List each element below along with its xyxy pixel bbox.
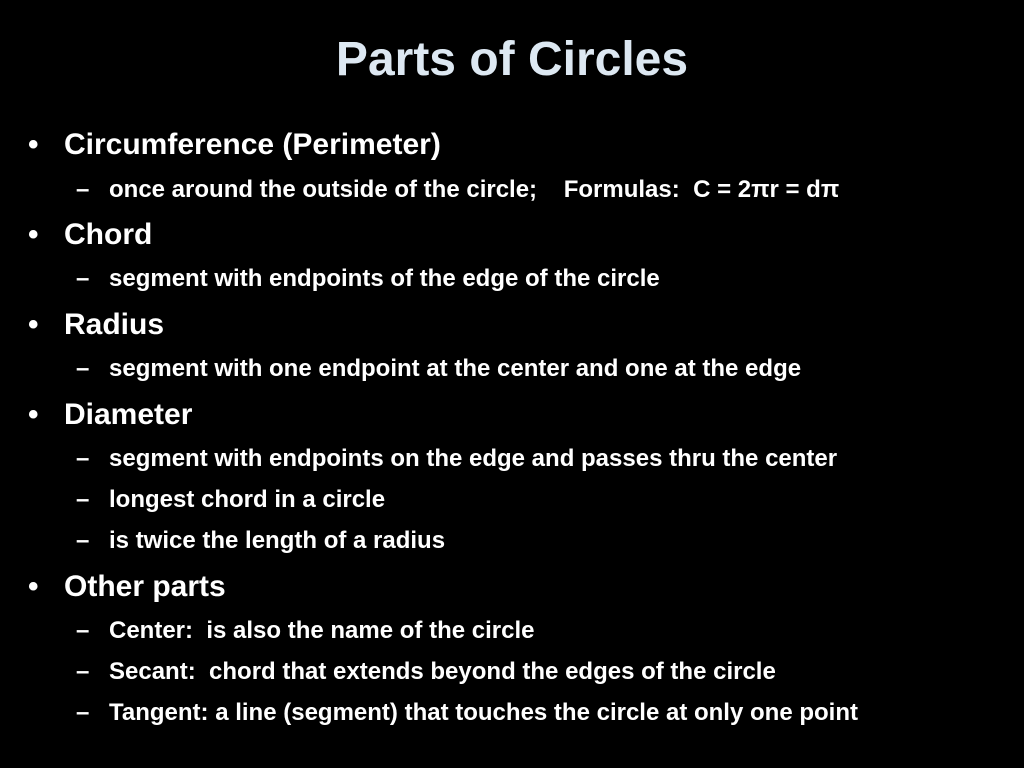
dash-marker: – (76, 486, 90, 513)
sub-bullet-text: Secant: chord that extends beyond the edges of the circle (109, 658, 776, 685)
sub-bullet-text: segment with endpoints of the edge of the circle (109, 265, 660, 292)
bullet-text: Radius (64, 308, 165, 341)
bullet-marker: • (28, 128, 39, 161)
sub-bullet-text: is twice the length of a radius (109, 527, 446, 554)
dash-marker: – (76, 445, 90, 472)
bullet-text: Chord (64, 218, 153, 251)
dash-marker: – (76, 265, 90, 292)
bullet-marker: • (28, 398, 39, 431)
bullet-text: Circumference (Perimeter) (64, 128, 441, 161)
dash-marker: – (76, 617, 90, 644)
sub-bullet-text: once around the outside of the circle; Formulas: C = 2πr = dπ (109, 176, 840, 203)
dash-marker: – (76, 176, 90, 203)
sub-bullet-text: segment with one endpoint at the center and one at the edge (109, 355, 802, 382)
sub-bullet-text: longest chord in a circle (109, 486, 386, 513)
bullet-marker: • (28, 570, 39, 603)
sub-bullet-text: Center: is also the name of the circle (109, 617, 535, 644)
dash-marker: – (76, 527, 90, 554)
sub-bullet-text: Tangent: a line (segment) that touches the circle at only one point (109, 699, 858, 726)
dash-marker: – (76, 699, 90, 726)
bullet-text: Other parts (64, 570, 226, 603)
dash-marker: – (76, 355, 90, 382)
sub-bullet-text: segment with endpoints on the edge and passes thru the center (109, 445, 838, 472)
bullet-text: Diameter (64, 398, 193, 431)
slide-title: Parts of Circles (335, 33, 689, 86)
bullet-marker: • (28, 218, 39, 251)
bullet-marker: • (28, 308, 39, 341)
dash-marker: – (76, 658, 90, 685)
